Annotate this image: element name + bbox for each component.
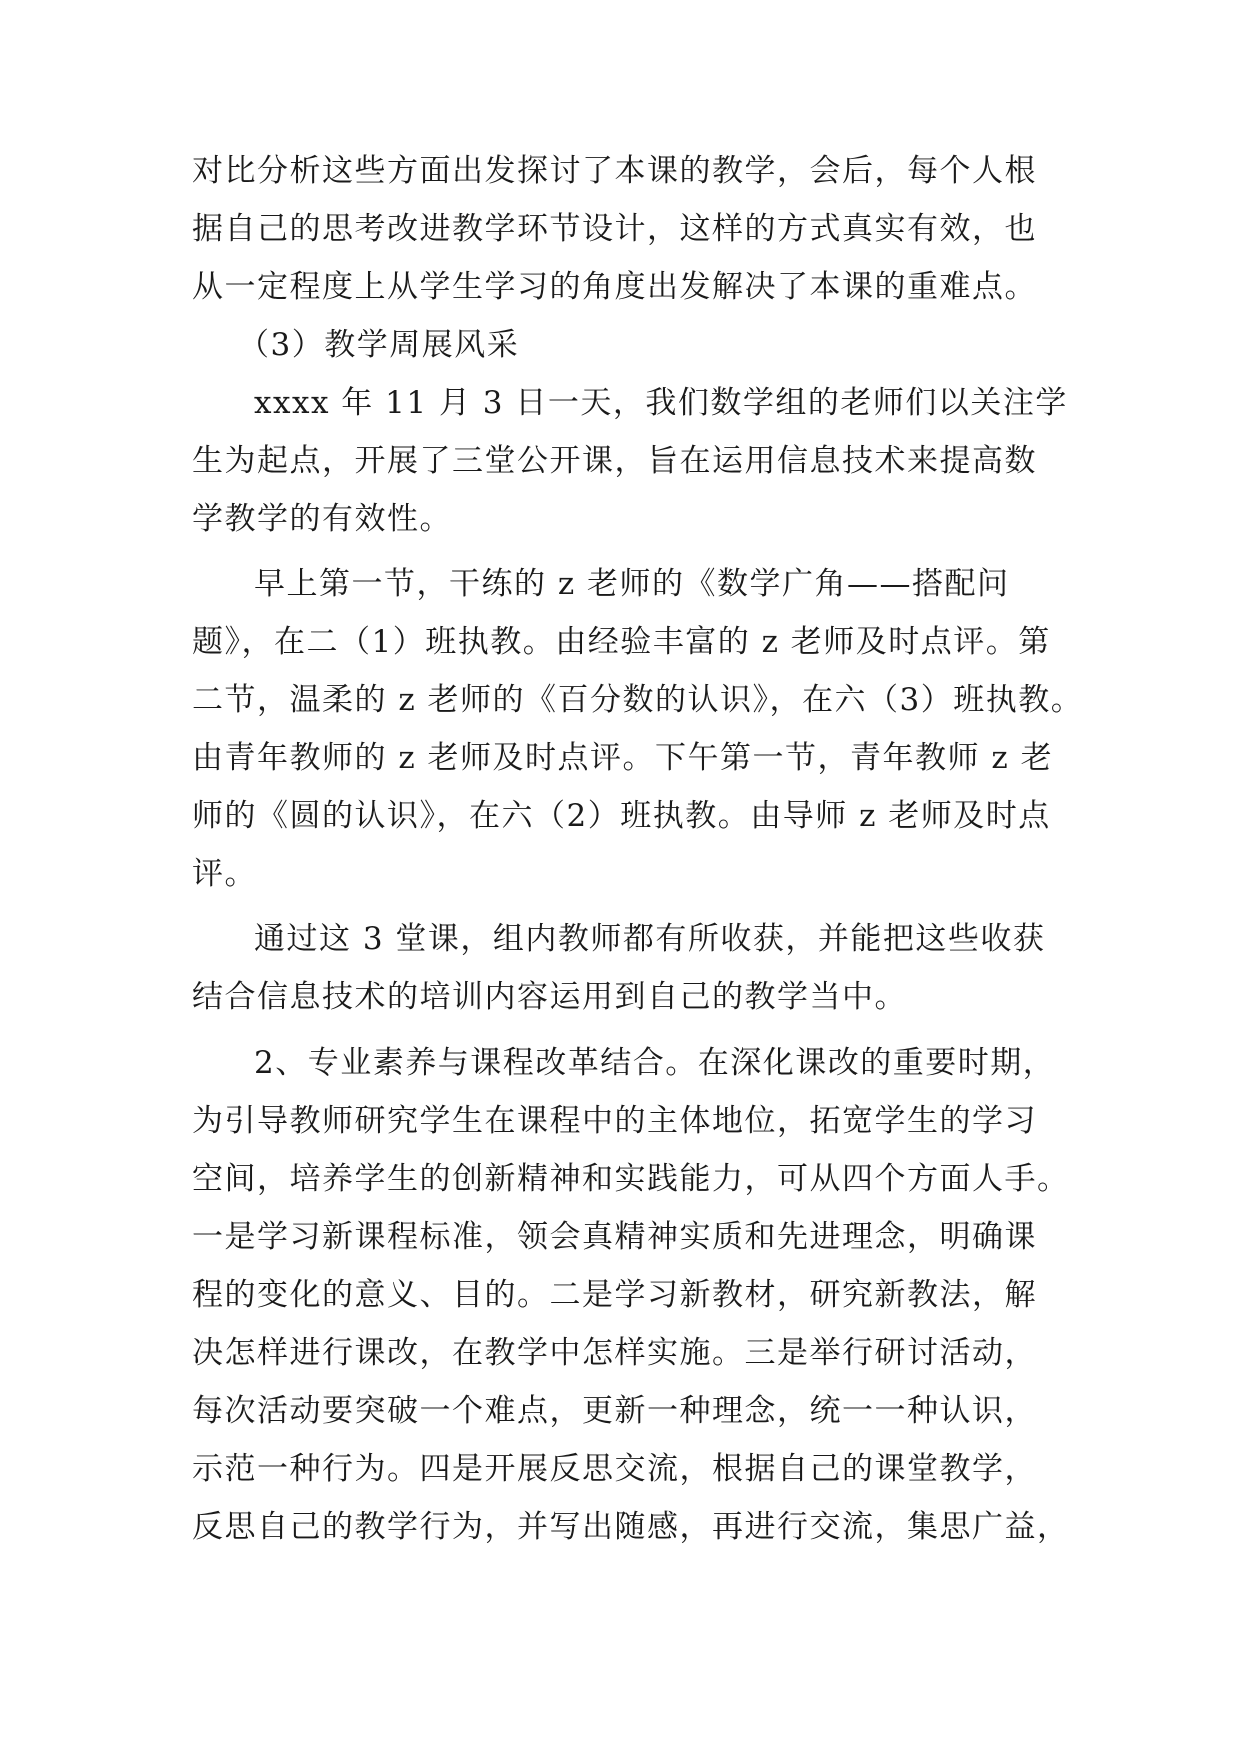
text-line: 一是学习新课程标准，领会真精神实质和先进理念，明确课: [192, 1219, 1037, 1255]
text-line: 程的变化的意义、目的。二是学习新教材，研究新教法，解: [192, 1277, 1037, 1313]
text-line: 评。: [192, 856, 257, 892]
text-line: 早上第一节，干练的 z 老师的《数学广角——搭配问: [254, 566, 1010, 602]
text-line: 学教学的有效性。: [192, 501, 452, 537]
text-line: 结合信息技术的培训内容运用到自己的教学当中。: [192, 979, 907, 1015]
text-line: xxxx 年 11 月 3 日一天，我们数学组的老师们以关注学: [254, 385, 1068, 421]
text-line: 为引导教师研究学生在课程中的主体地位，拓宽学生的学习: [192, 1103, 1037, 1139]
text-line: 空间，培养学生的创新精神和实践能力，可从四个方面人手。: [192, 1161, 1070, 1197]
text-line: 师的《圆的认识》，在六（2）班执教。由导师 z 老师及时点: [192, 798, 1051, 834]
text-line: 通过这 3 堂课，组内教师都有所收获，并能把这些收获: [254, 921, 1046, 957]
text-line: 据自己的思考改进教学环节设计，这样的方式真实有效，也: [192, 211, 1037, 247]
text-line: 示范一种行为。四是开展反思交流，根据自己的课堂教学，: [192, 1451, 1037, 1487]
text-line: 生为起点，开展了三堂公开课，旨在运用信息技术来提高数: [192, 443, 1037, 479]
text-line: 由青年教师的 z 老师及时点评。下午第一节，青年教师 z 老: [192, 740, 1054, 776]
section-heading: （3）教学周展风采: [238, 327, 520, 363]
text-line: 题》，在二（1）班执教。由经验丰富的 z 老师及时点评。第: [192, 624, 1051, 660]
text-line: 二节，温柔的 z 老师的《百分数的认识》，在六（3）班执教。: [192, 682, 1084, 718]
text-line: 从一定程度上从学生学习的角度出发解决了本课的重难点。: [192, 269, 1037, 305]
text-line: 反思自己的教学行为，并写出随感，再进行交流，集思广益，: [192, 1509, 1070, 1545]
text-line: 每次活动要突破一个难点，更新一种理念，统一一种认识，: [192, 1393, 1037, 1429]
text-line: 决怎样进行课改，在教学中怎样实施。三是举行研讨活动，: [192, 1335, 1037, 1371]
text-line: 对比分析这些方面出发探讨了本课的教学，会后，每个人根: [192, 153, 1037, 189]
text-line: 2、专业素养与课程改革结合。在深化课改的重要时期，: [254, 1045, 1056, 1081]
